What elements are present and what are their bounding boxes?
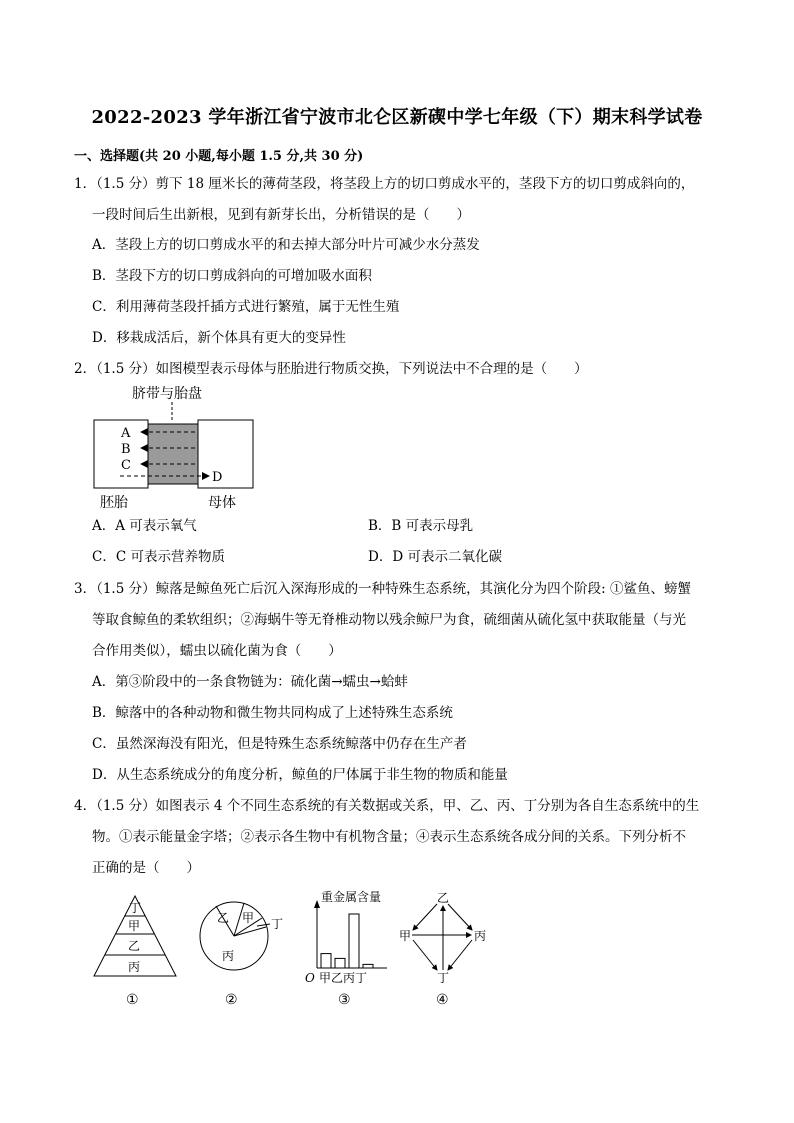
q3-stem-line2: 等取食鲸鱼的柔软组织；②海蜗牛等无脊椎动物以残余鲸尸为食，硫细菌从硫化氢中获取能量（与光 — [92, 612, 686, 628]
bar-chart-caption: ③ — [338, 992, 351, 1008]
q1-option-c: C．利用薄荷茎段扦插方式进行繁殖，属于无性生殖 — [92, 299, 400, 315]
q4-figure-bar-chart — [303, 888, 403, 1010]
q4-figure-relation-diagram — [397, 890, 497, 1010]
bar-丁 — [363, 964, 373, 968]
q4-stem-line3: 正确的是（ ） — [92, 860, 200, 876]
q4-stem-line2: 物。①表示能量金字塔；②表示各生物中有机物含量；④表示生态系统各成分间的关系。下列分析不 — [92, 829, 686, 845]
q1-stem-line2: 一段时间后生出新根，见到有新芽长出，分析错误的是（ ） — [92, 207, 470, 223]
q2-fig-label-embryo: 胚胎 — [100, 495, 128, 511]
bar-甲 — [321, 954, 331, 968]
diagram-caption: ④ — [436, 992, 449, 1008]
q2-fig-label-c: C — [121, 458, 131, 473]
pyramid-caption: ① — [126, 992, 139, 1008]
q2-option-b: B．B 可表示母乳 — [368, 518, 474, 534]
pyramid-label-yi: 乙 — [128, 939, 141, 953]
q3-option-b: B．鲸落中的各种动物和微生物共同构成了上述特殊生态系统 — [92, 705, 453, 721]
q2-figure-placenta — [90, 380, 270, 515]
pie-label-bing: 丙 — [222, 949, 235, 963]
q2-stem-line1: 2．（1.5 分）如图模型表示母体与胚胎进行物质交换，下列说法中不合理的是（ ） — [74, 361, 588, 377]
diagram-label-jia: 甲 — [399, 929, 412, 943]
pie-label-jia: 甲 — [242, 911, 255, 925]
q2-fig-label-a: A — [121, 426, 131, 441]
q1-option-a: A．茎段上方的切口剪成水平的和去掉大部分叶片可减少水分蒸发 — [92, 237, 480, 253]
diagram-label-yi: 乙 — [437, 891, 450, 905]
q2-option-d: D．D 可表示二氧化碳 — [368, 549, 502, 565]
pyramid-label-ding: 丁 — [129, 901, 142, 915]
q4-stem-line1: 4．（1.5 分）如图表示 4 个不同生态系统的有关数据或关系，甲、乙、丙、丁分别为各自生态系统中的生 — [74, 798, 700, 814]
q3-option-d: D．从生态系统成分的角度分析，鲸鱼的尸体属于非生物的物质和能量 — [92, 767, 508, 783]
q2-fig-label-d: D — [212, 470, 223, 485]
q4-figure-pie — [192, 896, 292, 1010]
q4-figure-energy-pyramid — [90, 890, 180, 1010]
bar-乙 — [335, 958, 345, 968]
q2-option-a: A．A 可表示氧气 — [92, 518, 197, 534]
pyramid-label-jia: 甲 — [128, 919, 141, 933]
diagram-label-ding: 丁 — [437, 971, 450, 985]
q3-stem-line1: 3．（1.5 分）鲸落是鲸鱼死亡后沉入深海形成的一种特殊生态系统，其演化分为四个阶段: ①鲨鱼、螃蟹 — [74, 581, 691, 597]
diagram-label-bing: 丙 — [474, 929, 487, 943]
section-heading: 一、选择题(共 20 小题,每小题 1.5 分,共 30 分) — [74, 149, 364, 164]
bar-丙 — [349, 914, 359, 968]
pyramid-label-bing: 丙 — [128, 960, 141, 974]
q2-fig-label-mother: 母体 — [208, 495, 236, 511]
bar-chart-categories: 甲乙丙丁 — [319, 971, 368, 985]
q2-fig-label-b: B — [121, 442, 131, 457]
page-title: 2022-2023 学年浙江省宁波市北仑区新碶中学七年级（下）期末科学试卷 — [91, 107, 703, 128]
pie-caption: ② — [225, 992, 238, 1008]
q1-option-d: D．移栽成活后，新个体具有更大的变异性 — [92, 330, 346, 346]
pie-label-ding: 丁 — [271, 917, 284, 931]
q1-option-b: B．茎段下方的切口剪成斜向的可增加吸水面积 — [92, 268, 372, 284]
q3-option-c: C．虽然深海没有阳光，但是特殊生态系统鲸落中仍存在生产者 — [92, 736, 467, 752]
q3-option-a: A．第③阶段中的一条食物链为：硫化菌→蠕虫→蛤蚌 — [92, 674, 408, 690]
pie-label-yi: 乙 — [217, 911, 230, 925]
q1-stem-line1: 1．（1.5 分）剪下 18 厘米长的薄荷茎段，将茎段上方的切口剪成水平的，茎段下方的切口剪成斜向的， — [74, 176, 695, 192]
bar-chart-origin: O — [305, 971, 315, 985]
q2-option-c: C．C 可表示营养物质 — [92, 549, 225, 565]
q2-fig-top-label: 脐带与胎盘 — [132, 386, 202, 402]
q3-stem-line3: 合作用类似），蠕虫以硫化菌为食（ ） — [92, 643, 342, 659]
bar-chart-ylabel: 重金属含量 — [321, 890, 382, 904]
